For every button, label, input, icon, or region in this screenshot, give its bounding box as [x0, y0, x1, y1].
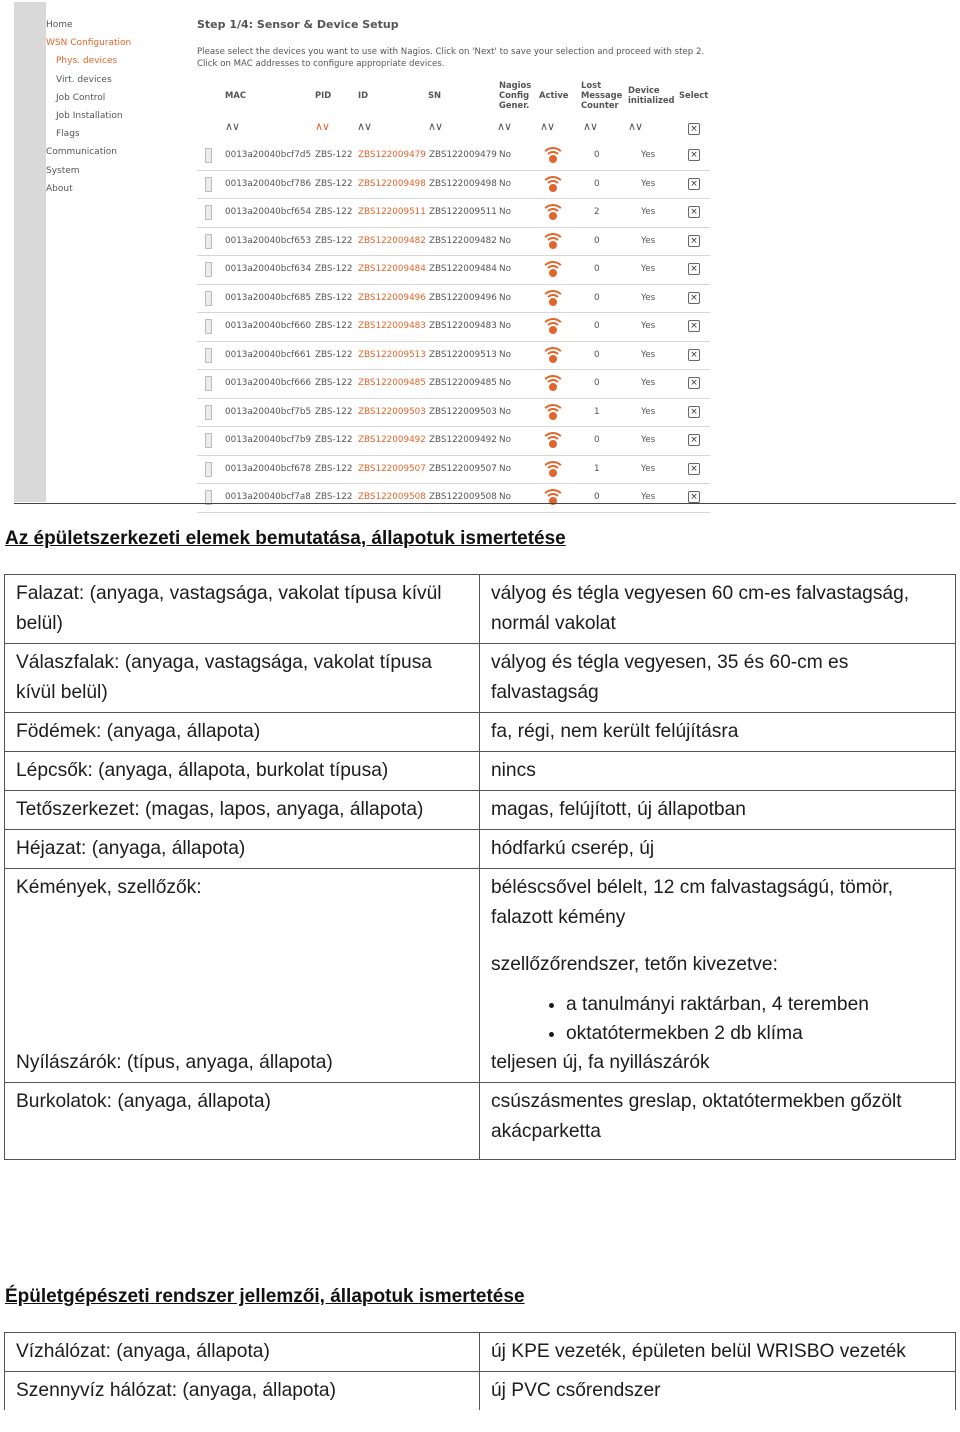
- col-header-init-l1: Device: [628, 85, 660, 95]
- instructions: [197, 46, 737, 70]
- sn-cell: ZBS122009492: [429, 435, 497, 445]
- nagios-cell: No: [499, 150, 511, 160]
- sort-init-icon[interactable]: ∧∨: [628, 120, 643, 133]
- col-header-lost-l3: Counter: [581, 100, 619, 110]
- row-value-water: új KPE vezeték, épületen belül WRISBO vezeték: [480, 1333, 956, 1372]
- id-link[interactable]: ZBS122009511: [358, 207, 426, 217]
- nagios-cell: No: [499, 292, 511, 303]
- col-header-sn: SN: [428, 90, 442, 100]
- table-row: [5, 575, 956, 644]
- initialized-cell: Yes: [641, 178, 656, 189]
- pid-cell: ZBS-122: [315, 150, 353, 160]
- nagios-cell: No: [499, 207, 511, 217]
- mac-link[interactable]: 0013a20040bcf7b5: [225, 406, 312, 417]
- select-checkbox[interactable]: ×: [688, 463, 700, 475]
- pid-cell: ZBS-122: [315, 492, 353, 502]
- pid-cell: ZBS-122: [315, 378, 353, 388]
- wifi-signal-icon: [540, 316, 566, 334]
- select-checkbox[interactable]: ×: [688, 434, 700, 446]
- initialized-cell: Yes: [641, 207, 656, 217]
- lost-counter-cell: 1: [594, 463, 600, 474]
- id-link[interactable]: ZBS122009498: [358, 178, 426, 189]
- row-label-walls: Falazat: (anyaga, vastagsága, vakolat típusa kívül belül): [5, 575, 480, 644]
- wifi-signal-icon: [540, 174, 566, 192]
- device-icon: [205, 148, 212, 163]
- mac-link[interactable]: 0013a20040bcf653: [225, 235, 312, 246]
- row-value-stairs: nincs: [480, 752, 956, 791]
- initialized-cell: Yes: [641, 235, 656, 246]
- lost-counter-cell: 0: [594, 321, 600, 331]
- mac-link[interactable]: 0013a20040bcf634: [225, 264, 312, 274]
- sn-cell: ZBS122009511: [429, 207, 497, 217]
- nav-item-job-control[interactable]: Job Control: [56, 92, 106, 103]
- ventilation-list: [491, 990, 944, 1048]
- device-icon: [205, 405, 212, 420]
- col-header-lost-l1: Lost: [581, 80, 602, 90]
- device-icon: [205, 433, 212, 448]
- nav-menu: [46, 16, 196, 198]
- pid-cell: ZBS-122: [315, 321, 353, 331]
- id-link[interactable]: ZBS122009479: [358, 150, 426, 160]
- col-header-lost-l2: Message: [581, 90, 623, 100]
- table-row: [197, 171, 710, 200]
- mac-link[interactable]: 0013a20040bcf654: [225, 207, 312, 217]
- list-item: • a tanulmányi raktárban, 4 teremben: [566, 990, 944, 1019]
- row-label-slabs: Födémek: (anyaga, állapota): [5, 713, 480, 752]
- ventilation-text: szellőzőrendszer, tetőn kivezetve:: [491, 954, 778, 975]
- step-title: Step 1/4: Sensor & Device Setup: [197, 18, 399, 31]
- nav-item-virt-devices[interactable]: Virt. devices: [56, 74, 112, 85]
- nagios-cell: No: [499, 492, 511, 502]
- sort-pid-icon[interactable]: ∧∨: [315, 120, 330, 133]
- pid-cell: ZBS-122: [315, 235, 353, 246]
- initialized-cell: Yes: [641, 349, 656, 360]
- select-checkbox[interactable]: ×: [688, 406, 700, 418]
- sn-cell: ZBS122009479: [429, 150, 497, 160]
- select-checkbox[interactable]: ×: [688, 178, 700, 190]
- initialized-cell: Yes: [641, 292, 656, 303]
- table-row: [197, 199, 710, 228]
- col-header-nagios-l1: Nagios: [499, 80, 532, 90]
- sn-cell: ZBS122009513: [429, 349, 497, 360]
- row-value-roof-structure: magas, felújított, új állapotban: [480, 791, 956, 830]
- table-row: [197, 342, 710, 371]
- col-header-init-l2: initialized: [628, 95, 675, 105]
- initialized-cell: Yes: [641, 321, 656, 331]
- nagios-cell: No: [499, 463, 511, 474]
- id-link[interactable]: ZBS122009482: [358, 235, 426, 246]
- initialized-cell: Yes: [641, 435, 656, 445]
- id-link[interactable]: ZBS122009492: [358, 435, 426, 445]
- lost-counter-cell: 0: [594, 150, 600, 160]
- table-row: [5, 1333, 956, 1372]
- id-link[interactable]: ZBS122009485: [358, 378, 426, 388]
- device-icon: [205, 262, 212, 277]
- table-row: [5, 791, 956, 830]
- select-checkbox[interactable]: ×: [688, 320, 700, 332]
- left-sidebar-strip: [14, 2, 46, 502]
- row-value-openings: teljesen új, fa nyillászárók: [480, 1048, 956, 1083]
- id-link[interactable]: ZBS122009507: [358, 463, 426, 474]
- wifi-signal-icon: [540, 231, 566, 249]
- nagios-cell: No: [499, 406, 511, 417]
- section-1-title: Az épületszerkezeti elemek bemutatása, állapotuk ismertetése: [5, 528, 566, 549]
- id-link[interactable]: ZBS122009483: [358, 321, 426, 331]
- device-table: [197, 142, 710, 513]
- initialized-cell: Yes: [641, 492, 656, 502]
- row-label-partitions: Válaszfalak: (anyaga, vastagsága, vakolat típusa kívül belül): [5, 644, 480, 713]
- nav-item-wsn-configuration[interactable]: WSN Configuration: [46, 38, 132, 49]
- table-row: [5, 1083, 956, 1160]
- initialized-cell: Yes: [641, 378, 656, 388]
- table-row: [5, 713, 956, 752]
- table-row: [197, 313, 710, 342]
- id-link[interactable]: ZBS122009484: [358, 264, 426, 274]
- col-header-nagios-l2: Config: [499, 90, 530, 100]
- col-header-select: Select: [679, 90, 709, 100]
- select-checkbox[interactable]: ×: [688, 292, 700, 304]
- pid-cell: ZBS-122: [315, 178, 353, 189]
- row-value-cladding: csúszásmentes greslap, oktatótermekben gőzölt akácparketta: [480, 1083, 956, 1160]
- initialized-cell: Yes: [641, 150, 656, 160]
- instructions-line-2: Click on MAC addresses to configure appropriate devices.: [197, 59, 445, 69]
- table-row: [197, 142, 710, 171]
- nav-item-about[interactable]: About: [46, 183, 73, 194]
- col-header-lost: [581, 80, 622, 110]
- sn-cell: ZBS122009483: [429, 321, 497, 331]
- wifi-signal-icon: [540, 430, 566, 448]
- col-header-nagios: [499, 80, 531, 110]
- sn-cell: ZBS122009507: [429, 463, 497, 474]
- row-label-roof-structure: Tetőszerkezet: (magas, lapos, anyaga, állapota): [5, 791, 480, 830]
- mac-link[interactable]: 0013a20040bcf685: [225, 292, 312, 303]
- building-services-table: [4, 1332, 956, 1410]
- device-icon: [205, 462, 212, 477]
- list-item: • oktatótermekben 2 db klíma: [566, 1019, 944, 1048]
- chimney-text: béléscsővel bélelt, 12 cm falvastagságú, tömör, falazott kémény: [491, 877, 894, 928]
- row-value-slabs: fa, régi, nem került felújításra: [480, 713, 956, 752]
- device-icon: [205, 177, 212, 192]
- table-row: [5, 830, 956, 869]
- nav-item-job-installation[interactable]: Job Installation: [56, 110, 123, 121]
- table-row: [197, 484, 710, 513]
- pid-cell: ZBS-122: [315, 207, 353, 217]
- lost-counter-cell: 0: [594, 178, 600, 189]
- nagios-cell: No: [499, 321, 511, 331]
- row-label-chimneys: Kémények, szellőzők:: [5, 869, 480, 1049]
- mac-link[interactable]: 0013a20040bcf7b9: [225, 435, 312, 445]
- sort-lost-icon[interactable]: ∧∨: [583, 120, 598, 133]
- row-label-stairs: Lépcsők: (anyaga, állapota, burkolat típusa): [5, 752, 480, 791]
- device-icon: [205, 205, 212, 220]
- row-value-sewage: új PVC csőrendszer: [480, 1372, 956, 1411]
- wifi-signal-icon: [540, 402, 566, 420]
- mac-link[interactable]: 0013a20040bcf7a8: [225, 492, 311, 502]
- table-row: [197, 456, 710, 485]
- col-header-init: [628, 85, 675, 105]
- id-link[interactable]: ZBS122009503: [358, 406, 426, 417]
- id-link[interactable]: ZBS122009496: [358, 292, 426, 303]
- row-label-openings: Nyílászárók: (típus, anyaga, állapota): [5, 1048, 480, 1083]
- lost-counter-cell: 2: [594, 207, 600, 217]
- id-link[interactable]: ZBS122009513: [358, 349, 426, 360]
- lost-counter-cell: 0: [594, 435, 600, 445]
- device-icon: [205, 376, 212, 391]
- select-checkbox[interactable]: ×: [688, 377, 700, 389]
- nagios-cell: No: [499, 378, 511, 388]
- building-structure-table: [4, 574, 956, 1160]
- wifi-signal-icon: [540, 145, 566, 163]
- sn-cell: ZBS122009498: [429, 178, 497, 189]
- row-value-partitions: vályog és tégla vegyesen, 35 és 60-cm es falvastagság: [480, 644, 956, 713]
- table-row: [5, 644, 956, 713]
- select-checkbox[interactable]: ×: [688, 349, 700, 361]
- table-row: [197, 427, 710, 456]
- pid-cell: ZBS-122: [315, 463, 353, 474]
- device-icon: [205, 234, 212, 249]
- wifi-signal-icon: [540, 459, 566, 477]
- pid-cell: ZBS-122: [315, 435, 353, 445]
- mac-link[interactable]: 0013a20040bcf661: [225, 349, 312, 360]
- initialized-cell: Yes: [641, 406, 656, 417]
- nav-item-phys-devices[interactable]: Phys. devices: [56, 56, 118, 67]
- table-row: [197, 370, 710, 399]
- lost-counter-cell: 0: [594, 492, 600, 502]
- select-checkbox[interactable]: ×: [688, 149, 700, 161]
- sn-cell: ZBS122009508: [429, 492, 497, 502]
- mac-link[interactable]: 0013a20040bcf678: [225, 463, 312, 474]
- wifi-signal-icon: [540, 345, 566, 363]
- lost-counter-cell: 0: [594, 264, 600, 274]
- lost-counter-cell: 0: [594, 378, 600, 388]
- select-checkbox[interactable]: ×: [688, 235, 700, 247]
- nagios-cell: No: [499, 435, 511, 445]
- col-header-active: Active: [539, 90, 569, 100]
- nav-item-system[interactable]: System: [46, 165, 80, 176]
- lost-counter-cell: 1: [594, 406, 600, 417]
- wifi-signal-icon: [540, 259, 566, 277]
- pid-cell: ZBS-122: [315, 349, 353, 360]
- pid-cell: ZBS-122: [315, 292, 353, 303]
- select-checkbox[interactable]: ×: [688, 491, 700, 503]
- sn-cell: ZBS122009496: [429, 292, 497, 303]
- row-value-walls: vályog és tégla vegyesen 60 cm-es falvastagság, normál vakolat: [480, 575, 956, 644]
- row-label-sewage: Szennyvíz hálózat: (anyaga, állapota): [5, 1372, 480, 1411]
- pid-cell: ZBS-122: [315, 406, 353, 417]
- row-label-roofing: Héjazat: (anyaga, állapota): [5, 830, 480, 869]
- table-row: [197, 399, 710, 428]
- row-label-water: Vízhálózat: (anyaga, állapota): [5, 1333, 480, 1372]
- nagios-cell: No: [499, 178, 511, 189]
- mac-link[interactable]: 0013a20040bcf660: [225, 321, 312, 331]
- sn-cell: ZBS122009485: [429, 378, 497, 388]
- select-checkbox[interactable]: ×: [688, 263, 700, 275]
- table-row: [5, 1048, 956, 1083]
- col-header-id: ID: [358, 90, 369, 100]
- wifi-signal-icon: [540, 288, 566, 306]
- sort-mac-icon[interactable]: ∧∨: [225, 120, 240, 133]
- section-2-title: Épületgépészeti rendszer jellemzői, állapotuk ismertetése: [5, 1286, 525, 1307]
- nav-item-communication[interactable]: Communication: [46, 147, 117, 158]
- initialized-cell: Yes: [641, 264, 656, 274]
- nagios-cell: No: [499, 235, 511, 246]
- embedded-screenshot: [14, 2, 714, 502]
- instructions-line-1: Please select the devices you want to use with Nagios. Click on 'Next' to save your selection and proceed with step 2.: [197, 47, 705, 57]
- select-checkbox[interactable]: ×: [688, 206, 700, 218]
- lost-counter-cell: 0: [594, 349, 600, 360]
- table-row: [197, 285, 710, 314]
- lost-counter-cell: 0: [594, 292, 600, 303]
- sn-cell: ZBS122009503: [429, 406, 497, 417]
- table-row: [5, 869, 956, 1049]
- sn-cell: ZBS122009484: [429, 264, 497, 274]
- pid-cell: ZBS-122: [315, 264, 353, 274]
- sort-id-icon[interactable]: ∧∨: [357, 120, 372, 133]
- col-header-nagios-l3: Gener.: [499, 100, 530, 110]
- select-all-checkbox[interactable]: ×: [688, 123, 700, 135]
- table-row: [5, 1372, 956, 1411]
- wifi-signal-icon: [540, 202, 566, 220]
- sn-cell: ZBS122009482: [429, 235, 497, 246]
- row-value-roofing: hódfarkú cserép, új: [480, 830, 956, 869]
- sort-row: [197, 120, 710, 138]
- mac-link[interactable]: 0013a20040bcf786: [225, 178, 312, 189]
- mac-link[interactable]: 0013a20040bcf7d5: [225, 150, 312, 160]
- nagios-cell: No: [499, 349, 511, 360]
- initialized-cell: Yes: [641, 463, 656, 474]
- mac-link[interactable]: 0013a20040bcf666: [225, 378, 312, 388]
- device-icon: [205, 291, 212, 306]
- device-icon: [205, 348, 212, 363]
- wifi-signal-icon: [540, 373, 566, 391]
- sort-nagios-icon[interactable]: ∧∨: [497, 120, 512, 133]
- row-value-chimneys: [480, 869, 956, 1049]
- sort-sn-icon[interactable]: ∧∨: [428, 120, 443, 133]
- table-row: [5, 752, 956, 791]
- col-header-mac: MAC: [225, 90, 246, 100]
- horizontal-rule: [14, 503, 956, 504]
- col-header-pid: PID: [315, 90, 332, 100]
- nav-item-home[interactable]: Home: [46, 20, 73, 30]
- lost-counter-cell: 0: [594, 235, 600, 246]
- nagios-cell: No: [499, 264, 511, 274]
- device-icon: [205, 319, 212, 334]
- id-link[interactable]: ZBS122009508: [358, 492, 426, 502]
- table-row: [197, 256, 710, 285]
- sort-active-icon[interactable]: ∧∨: [540, 120, 555, 133]
- nav-item-flags[interactable]: Flags: [56, 129, 80, 140]
- table-row: [197, 228, 710, 257]
- row-label-cladding: Burkolatok: (anyaga, állapota): [5, 1083, 480, 1160]
